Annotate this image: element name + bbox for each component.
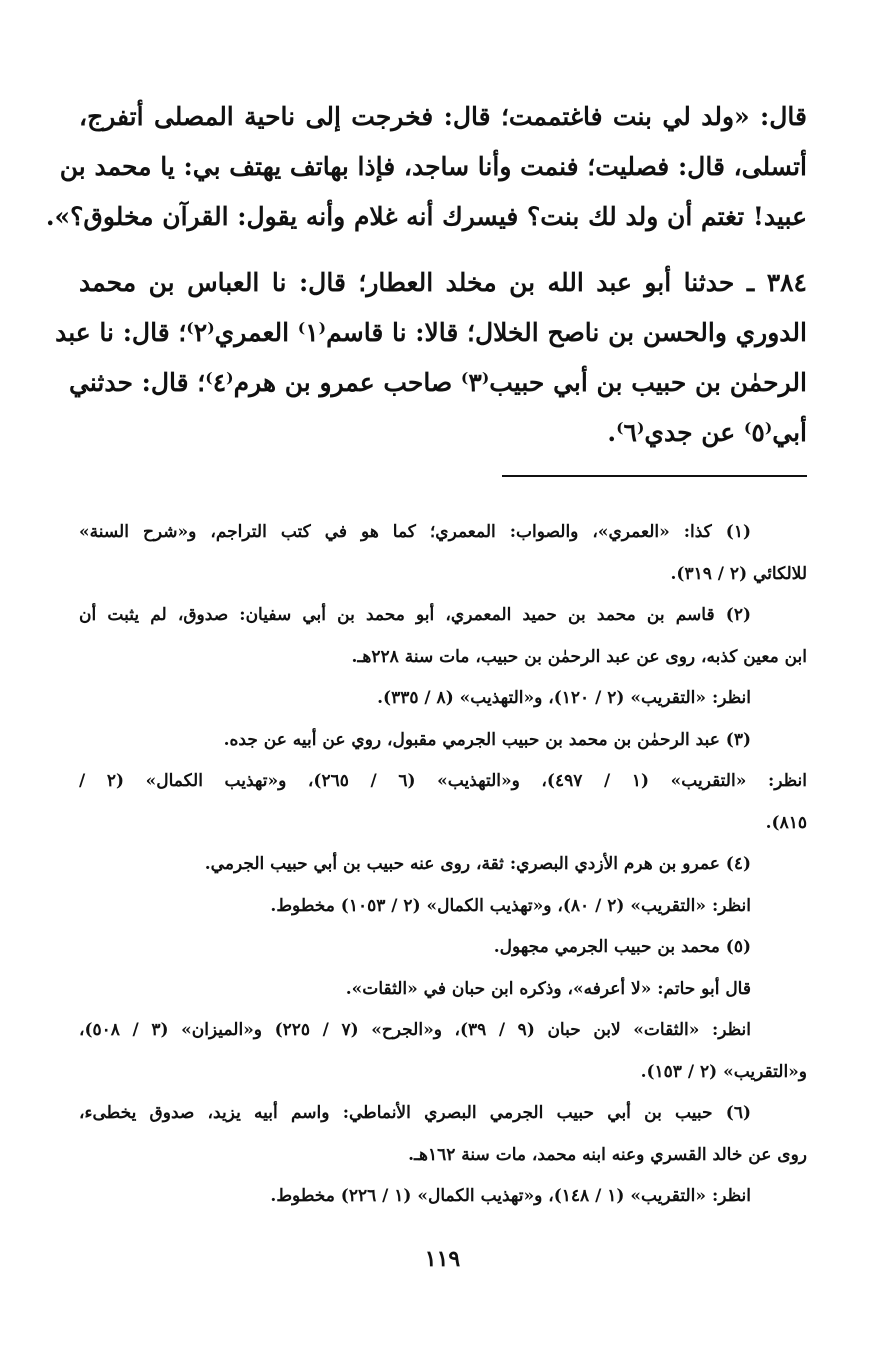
footnote-line: انظر: «التقريب» (٢ / ٨٠)، و«تهذيب الكمال» (٢ / ١٠٥٣) مخطوط. — [270, 895, 751, 916]
footnote-line: قال أبو حاتم: «لا أعرفه»، وذكره ابن حبان في «الثقات». — [345, 978, 751, 999]
paragraph-gap — [79, 242, 807, 258]
page-number: ١١٩ — [424, 1246, 461, 1272]
footnote-line: انظر: «التقريب» (١ / ٤٩٧)، و«التهذيب» (٦ / ٢٦٥)، و«تهذيب الكمال» (٢ / — [79, 771, 807, 791]
footnote-line: روى عن خالد القسري وعنه ابنه محمد، مات سنة ١٦٢هـ. — [408, 1144, 807, 1165]
footnote-line: انظر: «التقريب» (٢ / ١٢٠)، و«التهذيب» (٨ / ٣٣٥). — [377, 688, 751, 708]
footnote-line: (٤) عمرو بن هرم الأزدي البصري: ثقة، روى عنه حبيب بن أبي حبيب الجرمي. — [204, 854, 751, 874]
footnote-line: (٦) حبيب بن أبي حبيب الجرمي البصري الأنماطي: واسم أبيه يزيد، صدوق يخطىء، — [79, 1103, 751, 1123]
main-text-line: أتسلى، قال: فصليت؛ فنمت وأنا ساجد، فإذا بهاتف يهتف بي: يا محمد بن — [59, 152, 807, 181]
footnote-line: (٥) محمد بن حبيب الجرمي مجهول. — [493, 937, 751, 957]
footnote-line: انظر: «التقريب» (١ / ١٤٨)، و«تهذيب الكمال» (١ / ٢٢٦) مخطوط. — [270, 1186, 751, 1206]
footnote-line: انظر: «الثقات» لابن حبان (٩ / ٣٩)، و«الجرح» (٧ / ٢٢٥) و«الميزان» (٣ / ٥٠٨)، — [79, 1020, 751, 1040]
main-text-line: الدوري والحسن بن ناصح الخلال؛ قالا: نا قاسم⁽١⁾ العمري⁽٢⁾؛ قال: نا عبد — [55, 318, 807, 347]
hadith-number-line: ٣٨٤ ـ حدثنا أبو عبد الله بن مخلد العطار؛ قال: نا العباس بن محمد — [79, 268, 807, 297]
footnote-line: ٨١٥). — [765, 812, 807, 833]
footnotes-block — [79, 512, 807, 1218]
main-text-block — [45, 92, 807, 458]
footnote-line: للالكائي (٢ / ٣١٩). — [670, 563, 807, 584]
footnote-line: ابن معين كذبه، روى عن عبد الرحمٰن بن حبيب، مات سنة ٢٢٨هـ. — [351, 646, 807, 667]
main-text-line: أبي⁽٥⁾ عن جدي⁽٦⁾. — [607, 418, 807, 447]
footnote-line: (٢) قاسم بن محمد بن حميد المعمري، أبو محمد بن أبي سفيان: صدوق، لم يثبت أن — [79, 605, 751, 625]
footnote-divider — [502, 475, 807, 477]
main-text-line: قال: «ولد لي بنت فاغتممت؛ قال: فخرجت إلى ناحية المصلى أتفرج، — [79, 102, 807, 131]
main-text-line: الرحمٰن بن حبيب بن أبي حبيب⁽٣⁾ صاحب عمرو بن هرم⁽٤⁾؛ قال: حدثني — [69, 368, 807, 397]
footnote-line: (١) كذا: «العمري»، والصواب: المعمري؛ كما هو في كتب التراجم، و«شرح السنة» — [79, 522, 751, 542]
main-text-line: عبيد! تغتم أن ولد لك بنت؟ فيسرك أنه غلام وأنه يقول: القرآن مخلوق؟». — [45, 202, 807, 231]
footnote-line: (٣) عبد الرحمٰن بن محمد بن حبيب الجرمي مقبول، روي عن أبيه عن جده. — [223, 729, 751, 750]
footnote-line: و«التقريب» (٢ / ١٥٣). — [640, 1061, 807, 1082]
